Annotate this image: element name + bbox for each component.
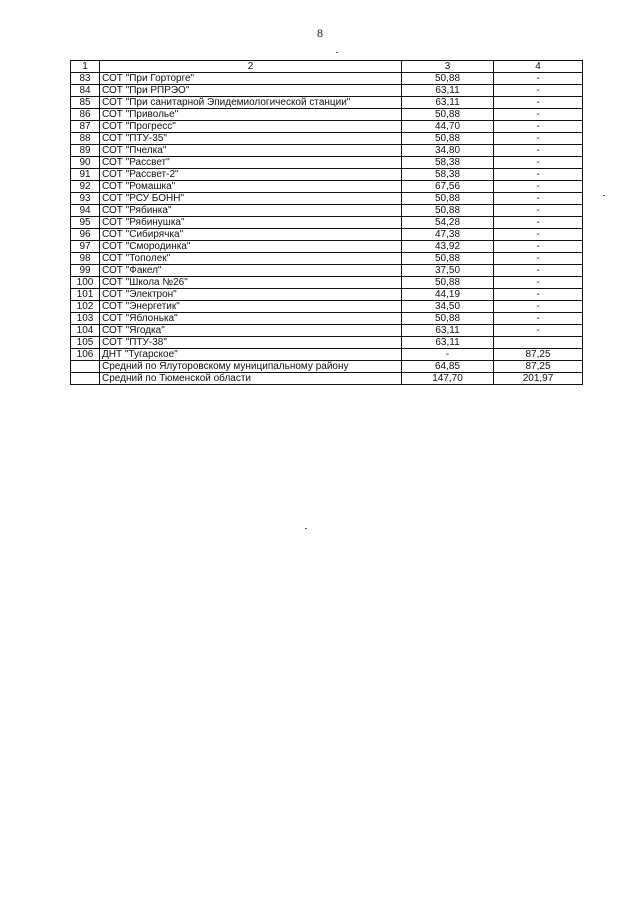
table-row <box>71 217 583 229</box>
cell-v3: 63,11 <box>402 97 494 109</box>
cell-name: СОТ "Школа №26" <box>100 277 402 289</box>
cell-num: 97 <box>71 241 100 253</box>
cell-v4: 87,25 <box>494 349 583 361</box>
cell-v4: 201,97 <box>494 373 583 385</box>
cell-num: 92 <box>71 181 100 193</box>
cell-v4: - <box>494 241 583 253</box>
cell-name: СОТ "При Горторге" <box>100 73 402 85</box>
cell-v4: - <box>494 205 583 217</box>
cell-num: 84 <box>71 85 100 97</box>
cell-v3: 50,88 <box>402 73 494 85</box>
cell-v4: - <box>494 277 583 289</box>
cell-v3: 50,88 <box>402 133 494 145</box>
cell-num <box>71 373 100 385</box>
cell-v3: 44,70 <box>402 121 494 133</box>
cell-num: 98 <box>71 253 100 265</box>
table-row <box>71 313 583 325</box>
cell-num: 105 <box>71 337 100 349</box>
cell-v4: - <box>494 97 583 109</box>
cell-v3: 50,88 <box>402 313 494 325</box>
cell-v4: - <box>494 265 583 277</box>
cell-num: 85 <box>71 97 100 109</box>
cell-num: 86 <box>71 109 100 121</box>
table-row <box>71 253 583 265</box>
cell-v4: - <box>494 145 583 157</box>
table-row <box>71 181 583 193</box>
cell-num: 102 <box>71 301 100 313</box>
table-body <box>71 73 583 385</box>
cell-name: Средний по Ялуторовскому муниципальному району <box>100 361 402 373</box>
cell-name: СОТ "Тополек" <box>100 253 402 265</box>
cell-num: 99 <box>71 265 100 277</box>
table-row <box>71 361 583 373</box>
cell-v4: - <box>494 253 583 265</box>
table-row <box>71 121 583 133</box>
cell-v3: 54,28 <box>402 217 494 229</box>
table-row <box>71 277 583 289</box>
cell-num: 104 <box>71 325 100 337</box>
column-header: 4 <box>494 61 583 73</box>
cell-num: 83 <box>71 73 100 85</box>
cell-name: СОТ "При РПРЭО" <box>100 85 402 97</box>
cell-v4: - <box>494 301 583 313</box>
cell-name: СОТ "Яблонька" <box>100 313 402 325</box>
cell-v4: - <box>494 85 583 97</box>
cell-num: 96 <box>71 229 100 241</box>
cell-name: СОТ "Рябинушка" <box>100 217 402 229</box>
table-row <box>71 229 583 241</box>
cell-num: 87 <box>71 121 100 133</box>
cell-num: 106 <box>71 349 100 361</box>
page-number: 8 <box>317 26 323 40</box>
cell-v4: - <box>494 289 583 301</box>
cell-name: СОТ "Сибирячка" <box>100 229 402 241</box>
cell-name: СОТ "При санитарной Эпидемиологической станции" <box>100 97 402 109</box>
cell-v3: 34,50 <box>402 301 494 313</box>
cell-v4 <box>494 337 583 349</box>
column-header: 3 <box>402 61 494 73</box>
cell-v3: 64,85 <box>402 361 494 373</box>
cell-v4: - <box>494 73 583 85</box>
scan-speck <box>603 195 605 196</box>
cell-name: Средний по Тюменской области <box>100 373 402 385</box>
cell-v3: 34,80 <box>402 145 494 157</box>
table-header-row <box>71 61 583 73</box>
cell-v4: - <box>494 169 583 181</box>
cell-v3: - <box>402 349 494 361</box>
cell-v3: 67,56 <box>402 181 494 193</box>
cell-num: 101 <box>71 289 100 301</box>
cell-v4: - <box>494 181 583 193</box>
cell-v3: 63,11 <box>402 337 494 349</box>
cell-num: 90 <box>71 157 100 169</box>
table-row <box>71 145 583 157</box>
cell-v3: 63,11 <box>402 85 494 97</box>
table-row <box>71 85 583 97</box>
cell-v3: 50,88 <box>402 277 494 289</box>
cell-name: СОТ "Энергетик" <box>100 301 402 313</box>
cell-num: 95 <box>71 217 100 229</box>
cell-num: 93 <box>71 193 100 205</box>
cell-v4: - <box>494 229 583 241</box>
cell-name: СОТ "ПТУ-38" <box>100 337 402 349</box>
cell-name: СОТ "Ягодка" <box>100 325 402 337</box>
cell-v4: 87,25 <box>494 361 583 373</box>
cell-v3: 58,38 <box>402 169 494 181</box>
cell-v4: - <box>494 133 583 145</box>
cell-num: 91 <box>71 169 100 181</box>
cell-num: 103 <box>71 313 100 325</box>
cell-v3: 50,88 <box>402 109 494 121</box>
cell-name: СОТ "Электрон" <box>100 289 402 301</box>
table-row <box>71 289 583 301</box>
cell-v4: - <box>494 193 583 205</box>
cell-v3: 37,50 <box>402 265 494 277</box>
cell-v3: 58,38 <box>402 157 494 169</box>
table-row <box>71 97 583 109</box>
cell-v3: 43,92 <box>402 241 494 253</box>
cell-v4: - <box>494 325 583 337</box>
table-row <box>71 193 583 205</box>
table-row <box>71 373 583 385</box>
table-row <box>71 109 583 121</box>
table-row <box>71 157 583 169</box>
cell-name: СОТ "Факел" <box>100 265 402 277</box>
table-row <box>71 265 583 277</box>
cell-v3: 50,88 <box>402 253 494 265</box>
cell-v3: 63,11 <box>402 325 494 337</box>
table-row <box>71 133 583 145</box>
cell-v4: - <box>494 313 583 325</box>
cell-name: СОТ "Рябинка" <box>100 205 402 217</box>
column-header: 2 <box>100 61 402 73</box>
cell-name: СОТ "Смородинка" <box>100 241 402 253</box>
cell-name: СОТ "Пчелка" <box>100 145 402 157</box>
cell-v4: - <box>494 109 583 121</box>
cell-name: СОТ "Рассвет" <box>100 157 402 169</box>
cell-name: СОТ "ПТУ-35" <box>100 133 402 145</box>
table-row <box>71 241 583 253</box>
cell-v3: 50,88 <box>402 205 494 217</box>
table-row <box>71 325 583 337</box>
cell-name: СОТ "Приволье" <box>100 109 402 121</box>
cell-v4: - <box>494 157 583 169</box>
column-header: 1 <box>71 61 100 73</box>
table-row <box>71 349 583 361</box>
cell-v3: 50,88 <box>402 193 494 205</box>
scan-speck <box>336 52 338 53</box>
table-row <box>71 169 583 181</box>
cell-v4: - <box>494 121 583 133</box>
cell-num <box>71 361 100 373</box>
table-row <box>71 301 583 313</box>
data-table <box>70 60 583 385</box>
cell-num: 88 <box>71 133 100 145</box>
cell-v3: 47,38 <box>402 229 494 241</box>
cell-name: ДНТ "Тугарское" <box>100 349 402 361</box>
cell-v3: 147,70 <box>402 373 494 385</box>
cell-name: СОТ "Рассвет-2" <box>100 169 402 181</box>
table-row <box>71 337 583 349</box>
cell-num: 94 <box>71 205 100 217</box>
cell-name: СОТ "Ромашка" <box>100 181 402 193</box>
table-row <box>71 205 583 217</box>
cell-name: СОТ "РСУ БОНН" <box>100 193 402 205</box>
cell-name: СОТ "Прогресс" <box>100 121 402 133</box>
cell-num: 100 <box>71 277 100 289</box>
cell-v4: - <box>494 217 583 229</box>
table-row <box>71 73 583 85</box>
cell-v3: 44,19 <box>402 289 494 301</box>
scan-speck <box>305 528 307 529</box>
cell-num: 89 <box>71 145 100 157</box>
